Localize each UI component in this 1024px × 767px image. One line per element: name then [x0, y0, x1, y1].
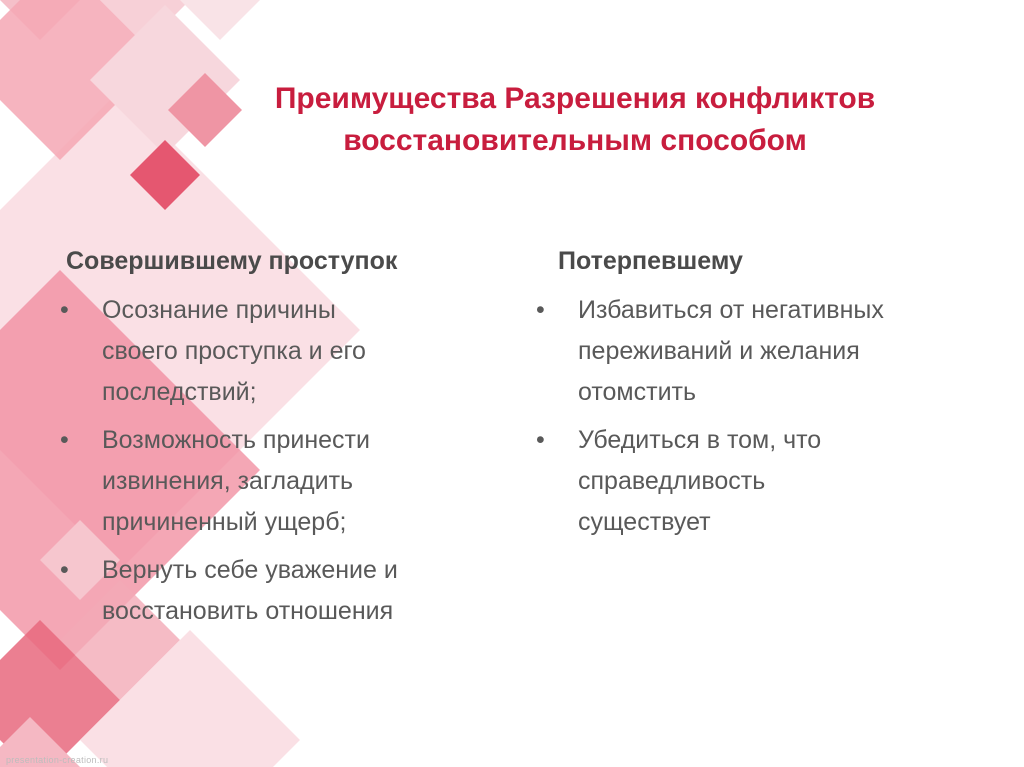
- victim-column: [534, 244, 974, 550]
- bullet-dot: •: [536, 296, 545, 324]
- title-line: восстановительным способом: [343, 124, 807, 157]
- title-line: Преимущества Разрешения конфликтов: [274, 82, 876, 115]
- list-item: [534, 290, 974, 413]
- list-item-text: Убедиться в том, что справедливость существует: [578, 426, 822, 536]
- offender-heading: Совершившему проступок: [66, 247, 398, 275]
- bullet-dot: •: [60, 296, 69, 324]
- list-item: [534, 420, 974, 543]
- list-item: [58, 550, 488, 632]
- victim-heading: Потерпевшему: [558, 247, 743, 275]
- footer-watermark: presentation-creation.ru: [6, 755, 109, 765]
- offender-column: [58, 244, 488, 639]
- list-item: [58, 420, 488, 543]
- bullet-dot: •: [536, 426, 545, 454]
- list-item-text: Избавиться от негативных переживаний и желания отомстить: [578, 296, 884, 406]
- list-item-text: Осознание причины своего проступка и его последствий;: [102, 296, 366, 406]
- list-item-text: Вернуть себе уважение и восстановить отношения: [102, 556, 398, 625]
- bullet-dot: •: [60, 556, 69, 584]
- bullet-dot: •: [60, 426, 69, 454]
- list-item: [58, 290, 488, 413]
- list-item-text: Возможность принести извинения, загладить причиненный ущерб;: [102, 426, 370, 536]
- slide-title: [150, 78, 1000, 162]
